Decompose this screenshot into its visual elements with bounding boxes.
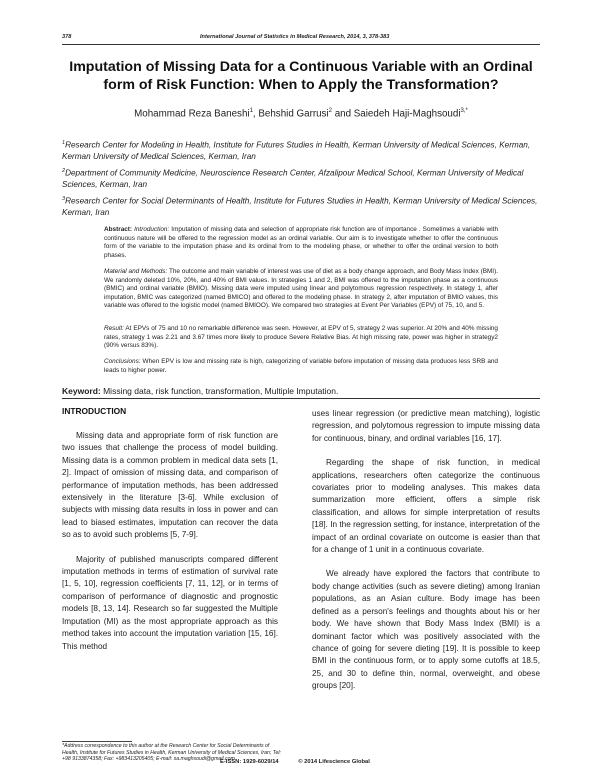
page-number: 378 (62, 34, 72, 40)
footer-copyright: © 2014 Lifescience Global (298, 759, 370, 765)
abstract-conclusions (104, 358, 498, 375)
author-3: Saiedeh Haji-Maghsoudi (353, 108, 461, 120)
abstract-results-text: At EPVs of 75 and 10 no remarkable difference was seen. However, at EPV of 5, strategy 2 was superior. At 20% and 40% missing rates, strategy 1 was 2.21 and 3.67 times more likely to produce Severe Relative Bias. At high missing rate, power was higher in strategy2 (90% versus 83%). (104, 325, 498, 350)
affiliation-marker: 1 (62, 140, 66, 146)
paper-title: Imputation of Missing Data for a Continuous Variable with an Ordinal form of Risk Function: When to Apply the Transformation? (69, 59, 533, 93)
abstract-results (104, 325, 498, 351)
keywords-label: Keyword: (62, 386, 101, 396)
intro-paragraph: Missing data and appropriate form of risk function are two issues that challenge the process of model building. Missing data is a common problem in medical data sets [1, 2]. Impact of omission of missing data, and comparison of performance of imputation methods, has been addressed extensively in the literature [3-6]. While exclusion of subjects with missing data results in loss in power and can lead to biased estimates, imputation can recover the data so as to avoid such problems [5, 7-9]. (62, 431, 278, 540)
affiliation-marker: 3 (62, 196, 66, 202)
author-list (62, 108, 540, 119)
author-separator: , (252, 108, 259, 120)
intro-paragraph: Majority of published manuscripts compared different imputation methods in terms of estimation of survival rate [1, 5, 10], regression coefficients [7, 11, 12], or in terms of comparison of performance of diagnostic and prognostic models [8, 13, 14]. Research so far suggested the Multiple Imputation (MI) as the most appropriate approach as this method takes into account the imputation variation [15, 16]. This method (62, 554, 278, 651)
affiliation-text: Research Center for Modeling in Health, Institute for Futures Studies in Health, Kerman University of Medical Sciences, Kerman, Kerman University of Medical Sciences, Kerman, Iran (62, 140, 531, 162)
affiliation-text: Department of Community Medicine, Neuroscience Research Center, Afzalipour Medical School, Kerman University of Medical Sciences, Kerman, Iran (62, 168, 524, 190)
correspondence-footnote: *Address correspondence to this author at the Research Center for Social Determinants of Health, Institute for Futures Studies in Health, Kerman University of Medical Sciences, Iran; Tel: +98 9133874358; Fax: +983413205405; E-mail: sa.maghsoudi@gmail.com (62, 743, 281, 763)
abstract-label: Abstract: (104, 226, 133, 233)
author-1-affil: 1 (249, 108, 253, 114)
abstract-methods-label: Material and Methods: (104, 268, 168, 275)
page-footer (220, 759, 540, 765)
affiliation-2 (62, 166, 540, 191)
abstract-introduction (104, 226, 498, 260)
intro-right-column (312, 408, 540, 693)
abstract-results-label: Result: (104, 325, 124, 332)
keywords (62, 386, 540, 396)
journal-citation: International Journal of Statistics in Medical Research, 2014, 3, 378-383 (200, 34, 390, 40)
affiliation-1 (62, 138, 540, 163)
affiliation-marker: 2 (62, 168, 66, 174)
footnote-rule (62, 741, 132, 742)
keywords-text: Missing data, risk function, transformation, Multiple Imputation. (100, 386, 339, 396)
abstract-methods-text: The outcome and main variable of interest was use of diet as a body change approach, and Body Mass Index (BMI). We randomly deleted 10%, 20%, and 40% of BMI values. In strategies 1 and 2, BMI was offered to the imputation phase as a continuous (BMIC) and ordinal variable (BMIO). Missing data were imputed using linear and polytomous regression respectively. In stategy 1, after imputation, BMIC was categorized (named BMICO) and offered to the modeling phase. In strategy 2, after imputation of BMIO values, this variable was offered to the logistic model (named BMIOO). We compared two strategies at Event Per Variables (EPV) of 75, 10, and 5. (104, 268, 498, 310)
keywords-rule (62, 398, 540, 399)
header-rule (62, 44, 540, 45)
footer-issn: E-ISSN: 1929-6029/14 (220, 759, 279, 765)
author-1: Mohammad Reza Baneshi (134, 108, 250, 120)
abstract-methods (104, 268, 498, 311)
affiliation-text: Research Center for Social Determinants of Health, Institute for Futures Studies in Health, Kerman University of Medical Sciences, Kerman, Iran (62, 196, 538, 218)
abstract-intro-label: Introduction: (134, 226, 170, 233)
abstract-conclusions-text: When EPV is low and missing rate is high, categorizing of variable before imputation of missing data produces less SRB and leads to higher power. (104, 358, 498, 374)
author-2-affil: 2 (328, 108, 332, 114)
affiliation-3 (62, 194, 540, 219)
abstract-conclusions-label: Conclusions: (104, 358, 141, 365)
abstract-intro-text: Imputation of missing data and selection of appropriate risk function are of importance . Sometimes a variable with continuous nature will be offered to the regression model as an ordinal variable. Our aim is to investigate whether to offer the continuous form of the variable to the imputation phase and its ordinal from to the modeling phase, or whether to offer the ordinal version to both phases. (104, 226, 499, 259)
section-heading-introduction: INTRODUCTION (62, 406, 127, 416)
author-3-affil: 3,* (460, 108, 468, 114)
intro-paragraph: uses linear regression (or predictive mean matching), logistic regression, and polytomous regression to impute missing data for continuous, binary, and ordinal variables [16, 17]. (312, 409, 540, 443)
author-separator: and (331, 108, 354, 120)
intro-paragraph: We already have explored the factors that contribute to body change activities (such as severe dieting) among Iranian populations, as an Asian culture. Body image has been defined as a person's feelings and thoughts about his or her body. We have shown that Body Mass Index (BMI) is a dominant factor which was positively associated with the chance of going for severe dieting [19]. It is possible to keep BMI in the continuous form, or to apply some cutoffs at 18.5, 25, and 30 to define thin, normal, overweight, and obese groups [20]. (312, 569, 540, 691)
author-2: Behshid Garrusi (258, 108, 329, 120)
intro-paragraph: Regarding the shape of risk function, in medical applications, researchers often categorize the continuous covariates prior to modeling analyses. This makes data summarization more efficient, offers a simple risk classification, and allows for simple interpretation of results [18]. In the regression setting, for instance, interpretation of the impact of an ordinal covariate on outcome is easier than that for a change of 1 unit in a continuous covariate. (312, 458, 540, 555)
intro-left-column (62, 430, 278, 653)
